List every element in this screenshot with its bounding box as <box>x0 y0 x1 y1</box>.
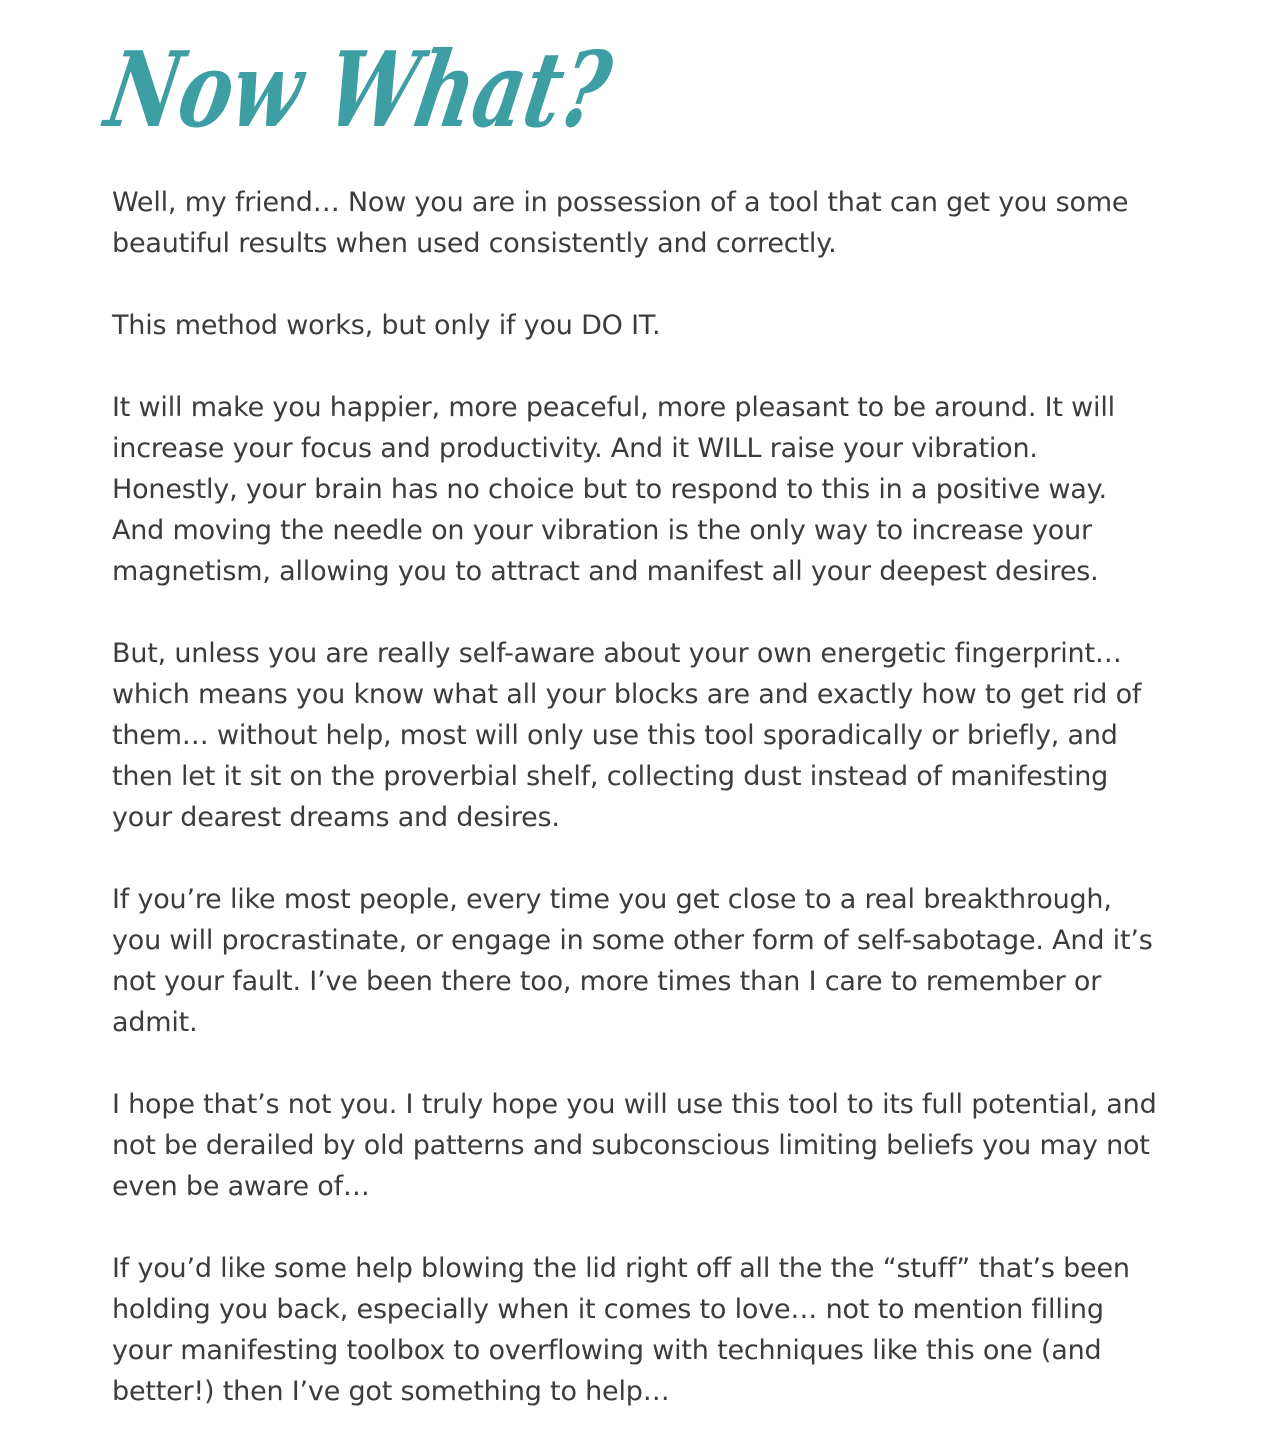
body-text <box>112 182 1192 1453</box>
paragraph-6: I hope that’s not you. I truly hope you will use this tool to its full potential, and not be derailed by old patterns and subconscious limiting beliefs you may not even be aware of… <box>112 1089 1157 1202</box>
title-lettering <box>96 14 779 164</box>
paragraph-5: If you’re like most people, every time you get close to a real breakthrough, you will procrastinate, or engage in some other form of self-sabotage. And it’s not your fault. I’ve been there too, more times than I care to remember or admit. <box>112 884 1153 1038</box>
paragraph-3: It will make you happier, more peaceful, more pleasant to be around. It will increase your focus and productivity. And it WILL raise your vibration. Honestly, your brain has no choice but to respond to this in a positive way. And moving the needle on your vibration is the only way to increase your magnetism, allowing you to attract and manifest all your deepest desires. <box>112 392 1115 587</box>
paragraph-1: Well, my friend… Now you are in possession of a tool that can get you some beautiful results when used consistently and correctly. <box>112 187 1129 259</box>
paragraph-2: This method works, but only if you DO IT. <box>112 310 661 341</box>
paragraph-7: If you’d like some help blowing the lid right off all the the “stuff” that’s been holding you back, especially when it comes to love… not to mention filling your manifesting toolbox to overflowing with techniques like this one (and better!) then I’ve got something to help… <box>112 1253 1130 1407</box>
paragraph-4: But, unless you are really self-aware about your own energetic fingerprint… which means you know what all your blocks are and exactly how to get rid of them… without help, most will only use this tool sporadically or briefly, and then let it sit on the proverbial shelf, collecting dust instead of manifesting your dearest dreams and desires. <box>112 638 1142 833</box>
page-title <box>96 14 779 164</box>
title-text: Now What? <box>97 28 779 151</box>
